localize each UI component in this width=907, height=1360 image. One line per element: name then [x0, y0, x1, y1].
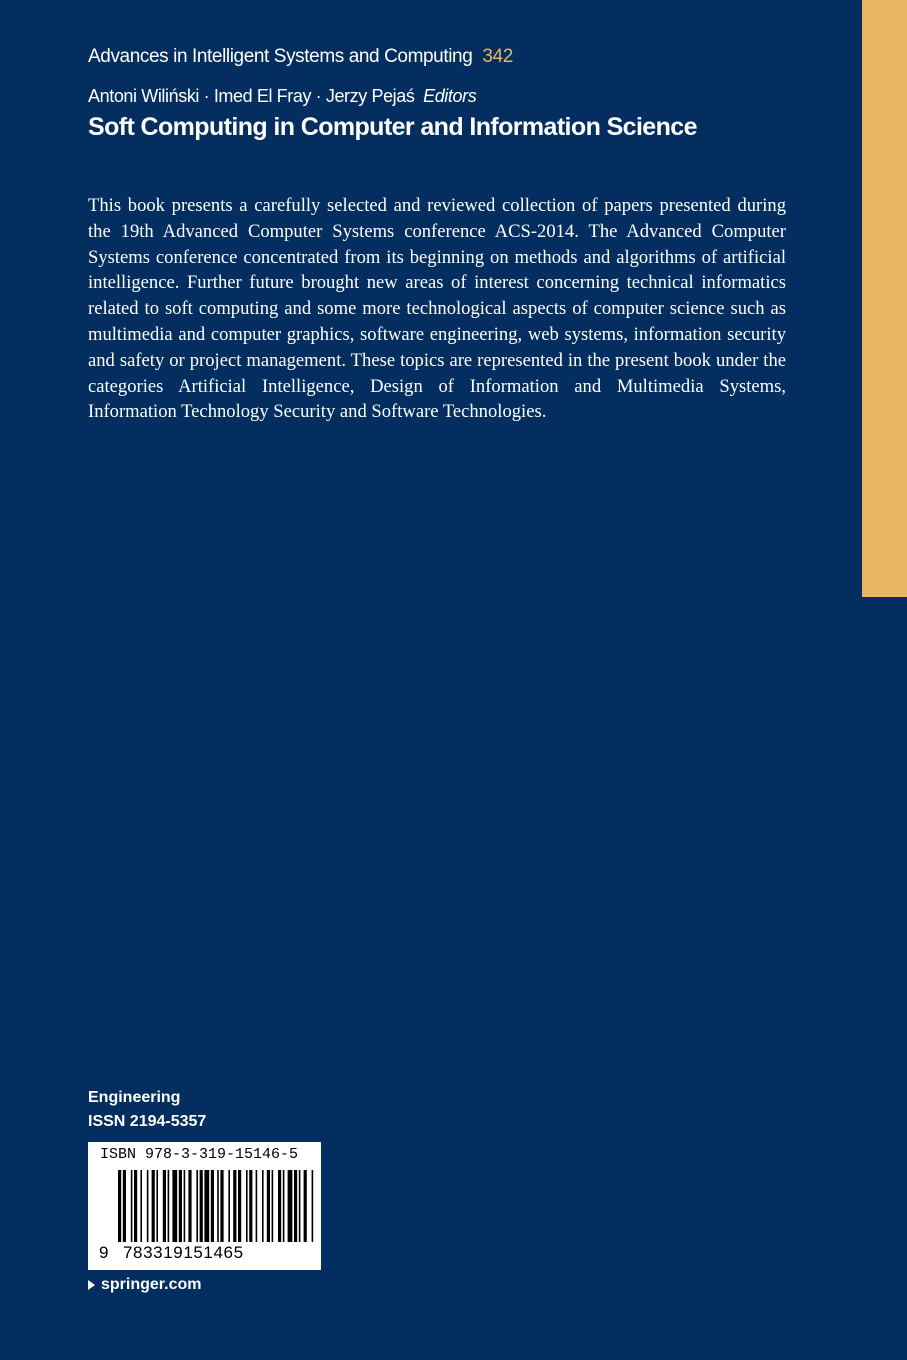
- barcode-bars: [118, 1170, 314, 1242]
- barcode-bar: [140, 1170, 142, 1242]
- series-line: [88, 46, 513, 68]
- barcode-bar: [179, 1170, 182, 1242]
- barcode-bar: [168, 1170, 170, 1242]
- editor-names: Antoni Wiliński · Imed El Fray · Jerzy Pejaś: [88, 86, 415, 106]
- barcode-bar: [134, 1170, 137, 1242]
- barcode-bar: [283, 1170, 285, 1242]
- editors-role: Editors: [423, 86, 477, 106]
- barcode-bar: [196, 1170, 198, 1242]
- series-name: Advances in Intelligent Systems and Computing: [88, 46, 473, 67]
- ean-lead-digit: 9: [99, 1243, 109, 1262]
- barcode-bar: [172, 1170, 177, 1242]
- spine-color-stripe: [862, 0, 907, 597]
- barcode-bar: [272, 1170, 274, 1242]
- barcode-bar: [188, 1170, 191, 1242]
- editors-line: [88, 86, 476, 107]
- barcode-bar: [267, 1170, 270, 1242]
- barcode-bar: [118, 1170, 121, 1242]
- barcode-bar: [228, 1170, 230, 1242]
- barcode-bar: [238, 1170, 241, 1242]
- issn-number: ISSN 2194-5357: [88, 1113, 207, 1130]
- barcode-bar: [288, 1170, 293, 1242]
- barcode-bar: [204, 1170, 209, 1242]
- arrow-right-icon: [88, 1280, 95, 1290]
- book-description: This book presents a carefully selected and reviewed collection of papers presented during the 19th Advanced Computer Systems conference ACS-2014. The Advanced Computer Systems conference concentrated from its beginning on methods and algorithms of artificial intelligence. Further future brought new areas of interest concerning technical informatics related to soft computing and some more technological aspects of computer science such as multimedia and computer graphics, software engineering, web systems, information security and safety or project management. These topics are represented in the present book under the categories Artificial Intelligence, Design of Information and Multimedia Systems, Information Technology Security and Software Technologies.: [88, 195, 786, 423]
- barcode-bar: [294, 1170, 297, 1242]
- barcode-bar: [256, 1170, 258, 1242]
- barcode-label: [88, 1142, 321, 1270]
- ean-digits: 783319151465: [123, 1243, 244, 1262]
- barcode-bar: [246, 1170, 248, 1242]
- barcode-bar: [156, 1170, 158, 1242]
- subject-category: Engineering: [88, 1089, 181, 1106]
- publisher-url: springer.com: [101, 1276, 202, 1293]
- series-number: 342: [482, 46, 513, 67]
- barcode-bar: [262, 1170, 264, 1242]
- barcode-bar: [312, 1170, 314, 1242]
- isbn-number: ISBN 978-3-319-15146-5: [100, 1146, 299, 1163]
- barcode-bar: [123, 1170, 126, 1242]
- barcode-bar: [299, 1170, 301, 1242]
- barcode-bar: [200, 1170, 203, 1242]
- barcode-bar: [233, 1170, 236, 1242]
- barcode-bar: [152, 1170, 155, 1242]
- barcode-bar: [278, 1170, 281, 1242]
- barcode-bar: [131, 1170, 133, 1242]
- book-title: Soft Computing in Computer and Information Science: [88, 113, 697, 141]
- barcode-bar: [163, 1170, 166, 1242]
- publisher-link[interactable]: [88, 1276, 201, 1294]
- barcode-bar: [220, 1170, 223, 1242]
- barcode-bar: [217, 1170, 219, 1242]
- barcode-bar: [184, 1170, 186, 1242]
- barcode-bar: [304, 1170, 307, 1242]
- barcode-bar: [211, 1170, 214, 1242]
- barcode-bar: [147, 1170, 149, 1242]
- barcode-bar: [249, 1170, 252, 1242]
